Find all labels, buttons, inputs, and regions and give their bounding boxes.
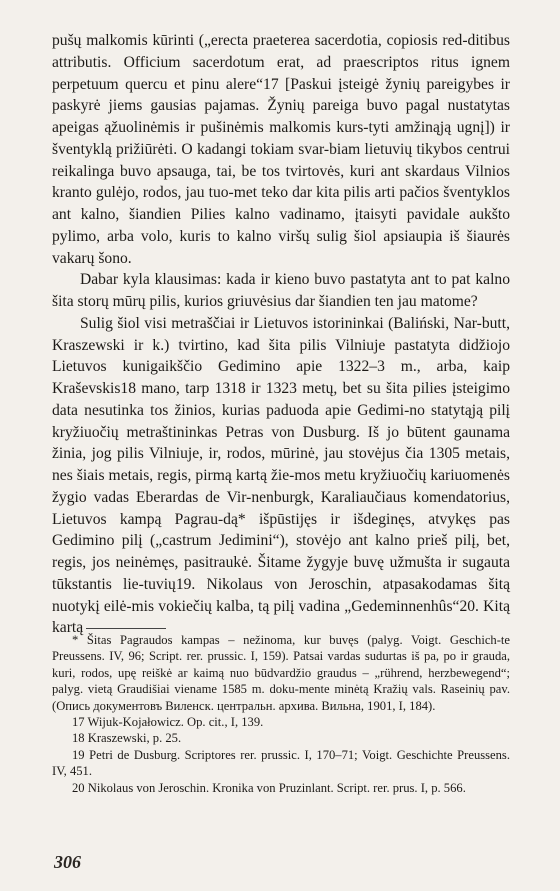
footnote-separator <box>86 628 166 629</box>
footnotes <box>52 632 510 796</box>
footnote: 19 Petri de Dusburg. Scriptores rer. prussic. I, 170–71; Voigt. Geschichte Preussens. IV, 451. <box>52 747 510 779</box>
paragraph: Sulig šiol visi metraščiai ir Lietuvos istorininkai (Baliński, Nar-butt, Kraszewski ir k.) tvirtino, kad šita pilis Vilniuje pastatyta didžiojo Lietuvos kunigaikščio Gedimino apie 1322–3 m., arba, kaip Kraševskis18 mano, tarp 1318 ir 1323 metų, bet su šita pilies įsteigimo data nesutinka tos žinios, kurias paduoda apie Gedimi-no statytąją pilį kryžiuočių metraštininkas Petras von Dusburg. Iš jo būtent gaunama žinia, jog pilis Vilniuje, ir, rodos, mūrinė, jau stovėjus čia 1305 metais, nes šiais metais, regis, pirmą kartą žie-mos metu kryžiuočių kariuomenės žygio vadas Eberardas de Vir-nenburgk, Karaliaučiaus komendatorius, Lietuvos kampą Pagrau-dą* išpūstijęs ir išdeginęs, atvykęs pas Gedimino pilį („castrum Jedimini“), stovėjo ant kalno prieš pilį, bet, regis, jos neinėmęs, pasitraukė. Šitame žygyje buvę užmušta ir sugauta tūkstantis lie-tuvių19. Nikolaus von Jeroschin, atpasakodamas šitą nuotykį eilė-mis vokiečių kalba, tą pilį vadina „Gedeminnenhûs“20. Kitą kartą <box>52 314 510 637</box>
page-number: 306 <box>54 852 81 872</box>
footnote: * Šitas Pagraudos kampas – nežinoma, kur buvęs (palyg. Voigt. Geschich-te Preussens. IV, 96; Script. rer. prussic. I, 159). Patsai vardas sudurtas iš pa, po ir grauda, kuri, rodos, upę reiškė ar kaimą nuo būdvardžio graudus – „rührend, herzbewegend“; palyg. vietą Graudišiai viename 1585 m. doku-mente minėtą Kražių vals. Raseinių pav. (Опись документовъ Виленск. центральн. архива. Вильна, 1901, I, 184). <box>52 633 510 713</box>
footnote: 20 Nikolaus von Jeroschin. Kronika von Pruzinlant. Script. rer. prus. I, p. 566. <box>72 780 466 795</box>
footnote: 17 Wijuk-Kojałowicz. Op. cit., I, 139. <box>72 715 264 730</box>
paragraph: Dabar kyla klausimas: kada ir kieno buvo pastatyta ant to pat kalno šita storų mūrų pilis, kurios griuvėsius dar šiandien ten jau matome? <box>52 271 510 310</box>
main-text <box>52 30 510 639</box>
paragraph: pušų malkomis kūrinti („erecta praeterea sacerdotia, copiosis red-ditibus attributis. Officium sacerdotum erat, ad praescriptos ritus ignem perpetuum quercu et pinu alere“17 [Paskui įsteigė žynių pareigybes ir paskyrė jiems gausias pajamas. Žynių pareiga buvo pagal nustatytas apeigas ąžuolinėmis ir pušinėmis malkomis kurs-tyti amžinąją ugnį]) ir šventyklą prižiūrėti. O kadangi tokiam svar-biam lietuvių tikybos centrui reikalinga buvo apsauga, tai, be tos tvirtovės, kuri ant skardaus Vilnios kranto gulėjo, rodos, jau tuo-met teko dar kita pilis arti pačios šventyklos ant kalno, šiandien Pilies kalno vadinamo, įtaisyti pavidale aukšto pylimo, arba volo, kuris to kalno viršų sulig šiol apsiaupia iš šiaurės vakarų šono. <box>52 32 510 267</box>
footnote: 18 Kraszewski, p. 25. <box>72 731 182 746</box>
